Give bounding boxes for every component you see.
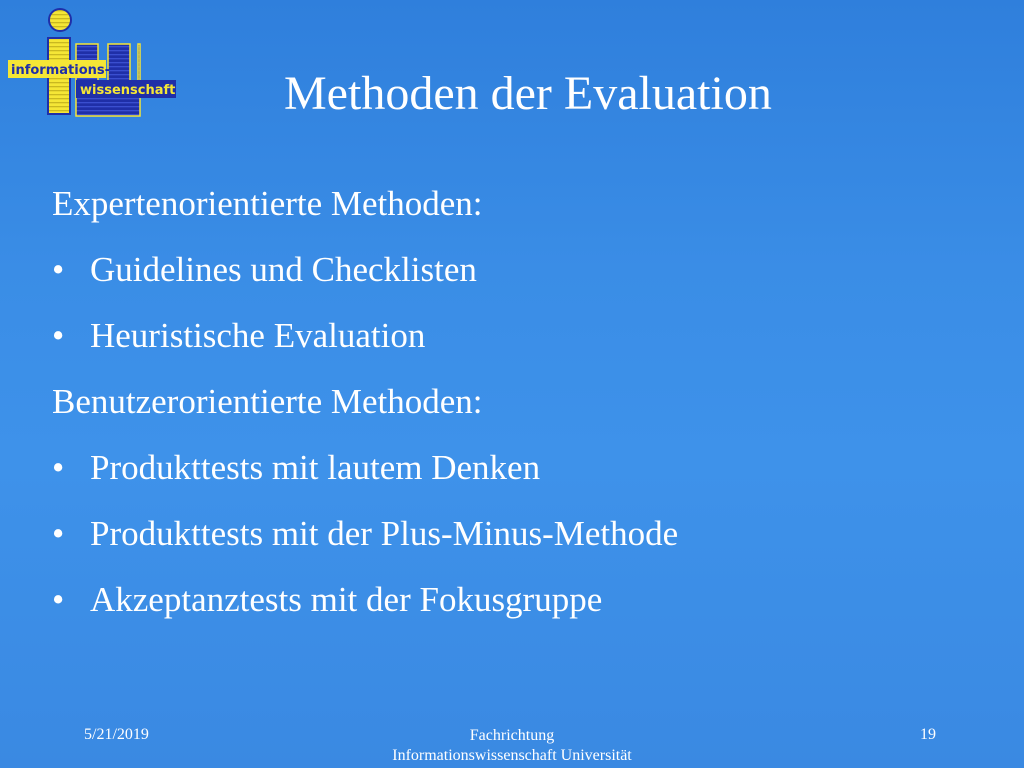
list-item	[52, 446, 992, 490]
informationswissenschaft-logo	[6, 4, 178, 122]
slide-title: Methoden der Evaluation	[284, 67, 772, 120]
page-number: 19	[920, 726, 936, 743]
bullet-marker: •	[52, 250, 65, 289]
section-heading-experts: Expertenorientierte Methoden:	[52, 184, 483, 223]
bullet-marker: •	[52, 580, 65, 619]
logo-i-dot	[49, 9, 71, 31]
list-item-text: Heuristische Evaluation	[90, 316, 426, 355]
slide-content	[52, 182, 992, 644]
list-item	[52, 248, 992, 292]
footer-institution-line2: Informationswissenschaft Universität	[392, 747, 632, 764]
list-item-text: Produkttests mit lautem Denken	[90, 448, 541, 487]
section-heading-users: Benutzerorientierte Methoden:	[52, 382, 483, 421]
footer-institution	[312, 726, 712, 766]
list-item	[52, 314, 992, 358]
bullet-marker: •	[52, 316, 65, 355]
logo-text-bottom: wissenschaft	[80, 83, 176, 98]
list-item	[52, 578, 992, 622]
list-item-text: Produkttests mit der Plus-Minus-Methode	[90, 514, 679, 553]
list-item-text: Guidelines und Checklisten	[90, 250, 477, 289]
bullet-marker: •	[52, 448, 65, 487]
footer-date: 5/21/2019	[84, 726, 149, 743]
logo-text-top: informations-	[11, 63, 111, 78]
list-item	[52, 512, 992, 556]
list-item-text: Akzeptanztests mit der Fokusgruppe	[90, 580, 603, 619]
footer-institution-line1: Fachrichtung	[469, 727, 555, 744]
bullet-marker: •	[52, 514, 65, 553]
